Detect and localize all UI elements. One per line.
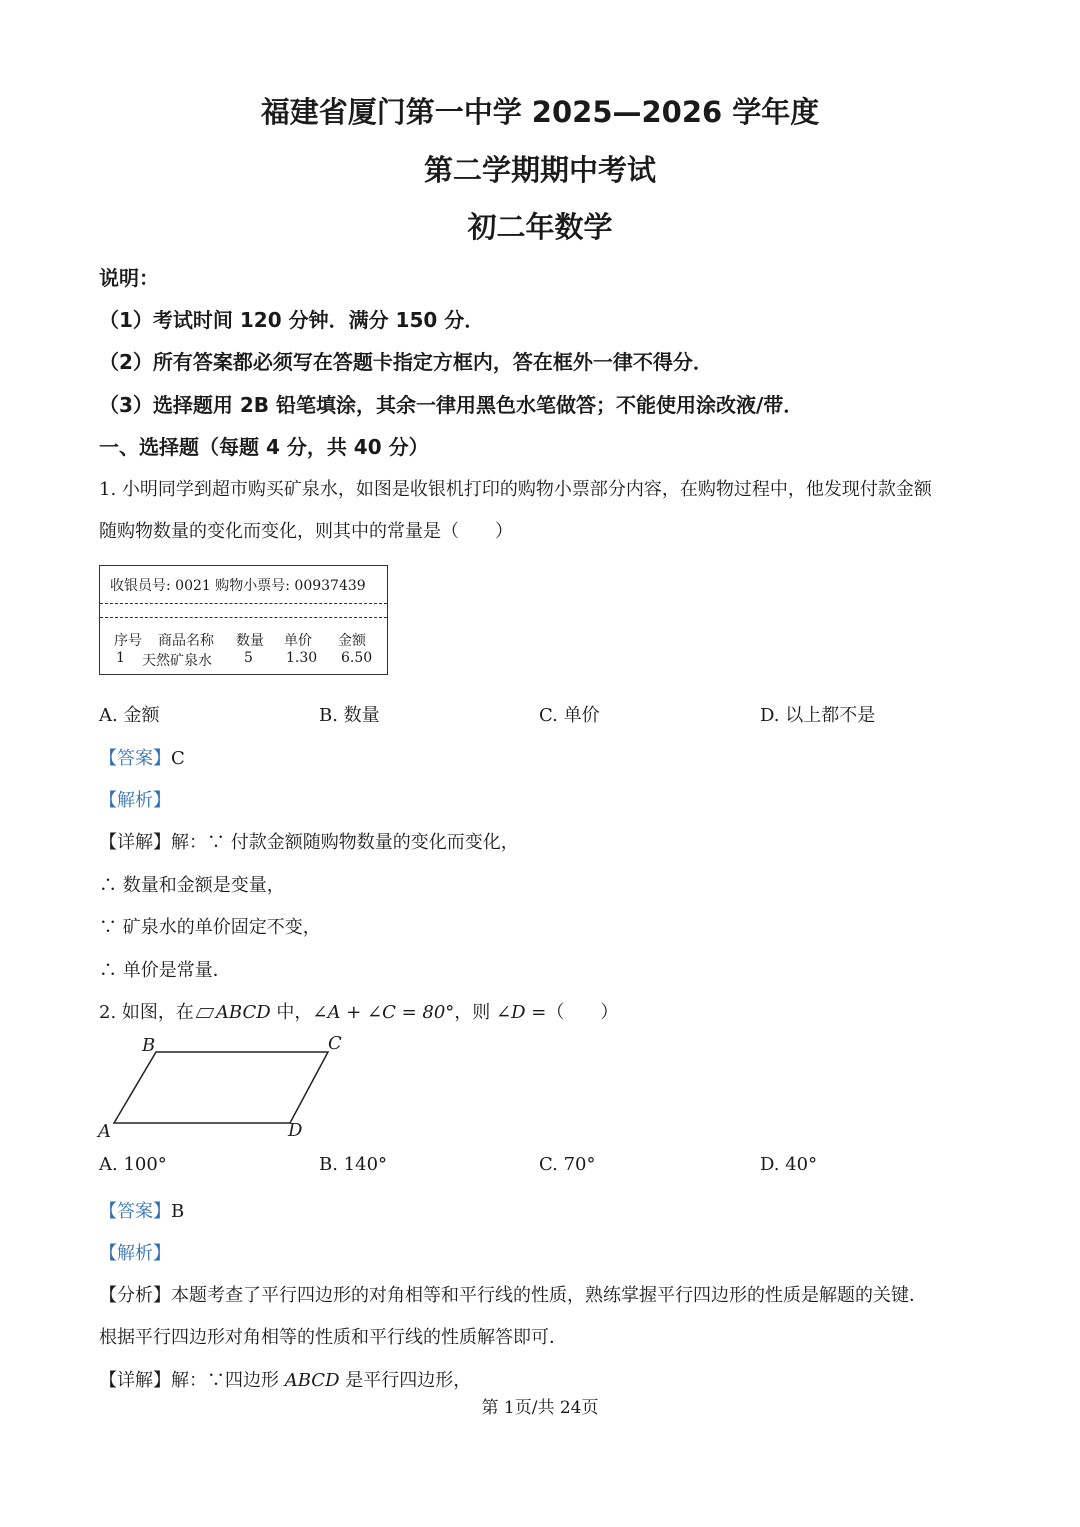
q2-answer-tag: 【答案】 bbox=[99, 1201, 171, 1222]
q2-option-a: A. 100° bbox=[99, 1154, 167, 1175]
instruction-item-3: （3）选择题用 2B 铅笔填涂，其余一律用黑色水笔做答；不能使用涂改液/带． bbox=[99, 393, 804, 417]
q1-stem-line-2: 随购物数量的变化而变化，则其中的常量是（ ） bbox=[99, 521, 513, 542]
section-heading: 一、选择题（每题 4 分，共 40 分） bbox=[99, 435, 429, 459]
receipt-cell-no: 1 bbox=[116, 650, 125, 666]
label-b: B bbox=[142, 1035, 156, 1056]
label-a: A bbox=[98, 1121, 111, 1142]
q1-detail-tag: 【详解】 bbox=[99, 832, 171, 853]
receipt-cell-qty: 5 bbox=[244, 650, 253, 666]
q1-option-c: C. 单价 bbox=[539, 705, 600, 726]
q1-analysis-tag: 【解析】 bbox=[99, 790, 171, 811]
q1-detail-line-1 bbox=[99, 828, 519, 854]
receipt-figure bbox=[99, 565, 388, 675]
q2-stem-b: ABCD bbox=[215, 1002, 271, 1023]
label-d: D bbox=[288, 1120, 303, 1141]
q2-stem-g: （ ） bbox=[546, 1002, 619, 1023]
q1-answer-value: C bbox=[171, 748, 185, 769]
receipt-col-amount: 金额 bbox=[338, 633, 366, 649]
q2-fenxi-tag: 【分析】 bbox=[99, 1285, 171, 1306]
q2-stem-a: 2. 如图，在 bbox=[99, 1002, 194, 1023]
receipt-header: 收银员号: 0021 购物小票号: 00937439 bbox=[110, 578, 366, 594]
q2-detail-tag: 【详解】 bbox=[99, 1370, 171, 1391]
q2-option-d: D. 40° bbox=[760, 1154, 818, 1175]
q1-answer bbox=[99, 744, 185, 770]
q1-stem-line-1: 1. 小明同学到超市购买矿泉水，如图是收银机打印的购物小票部分内容，在购物过程中，他发现付款金额 bbox=[99, 479, 932, 500]
q2-stem-d: ∠A + ∠C = 80° bbox=[312, 1002, 455, 1023]
receipt-divider-1 bbox=[100, 603, 387, 604]
q2-stem-f: ∠D = bbox=[496, 1002, 547, 1023]
parallelogram-shape bbox=[114, 1052, 328, 1123]
q2-stem bbox=[99, 998, 618, 1024]
q1-option-d: D. 以上都不是 bbox=[760, 705, 876, 726]
page-number: 第 1页/共 24页 bbox=[481, 1398, 599, 1418]
receipt-divider-2 bbox=[100, 617, 387, 618]
parallelogram-figure bbox=[90, 1030, 360, 1145]
q1-option-b: B. 数量 bbox=[319, 705, 380, 726]
q2-fenxi-line-2: 根据平行四边形对角相等的性质和平行线的性质解答即可． bbox=[99, 1327, 567, 1348]
receipt-col-qty: 数量 bbox=[236, 633, 264, 649]
parallelogram-symbol-icon bbox=[196, 1008, 215, 1018]
q1-detail-text-1: 解：∵ 付款金额随购物数量的变化而变化， bbox=[171, 832, 519, 853]
instruction-item-2: （2）所有答案都必须写在答题卡指定方框内，答在框外一律不得分． bbox=[99, 350, 713, 374]
q2-fenxi-text: 本题考查了平行四边形的对角相等和平行线的性质，熟练掌握平行四边形的性质是解题的关键． bbox=[171, 1285, 927, 1306]
instruction-item-1: （1）考试时间 120 分钟．满分 150 分． bbox=[99, 308, 485, 332]
q1-detail-line-4: ∴ 单价是常量． bbox=[99, 960, 231, 981]
q2-stem-e: ，则 bbox=[454, 1002, 497, 1023]
receipt-col-no: 序号 bbox=[114, 633, 142, 649]
receipt-col-name: 商品名称 bbox=[158, 633, 214, 649]
q2-answer-value: B bbox=[171, 1201, 185, 1222]
q2-detail-c: 是平行四边形， bbox=[339, 1370, 472, 1391]
title-line-1: 福建省厦门第一中学 2025—2026 学年度 bbox=[260, 95, 820, 129]
q2-option-b: B. 140° bbox=[319, 1154, 388, 1175]
q2-answer bbox=[99, 1197, 184, 1223]
receipt-col-price: 单价 bbox=[284, 633, 312, 649]
q2-detail-line-1 bbox=[99, 1366, 471, 1392]
q2-fenxi-line-1 bbox=[99, 1281, 927, 1307]
title-line-3: 初二年数学 bbox=[467, 210, 613, 244]
q2-detail-a: 解：∵四边形 bbox=[171, 1370, 285, 1391]
label-c: C bbox=[328, 1033, 342, 1054]
q1-option-a: A. 金额 bbox=[99, 705, 160, 726]
q2-analysis-tag: 【解析】 bbox=[99, 1243, 171, 1264]
q1-answer-tag: 【答案】 bbox=[99, 748, 171, 769]
title-line-2: 第二学期期中考试 bbox=[423, 153, 656, 187]
q2-stem-c: 中， bbox=[270, 1002, 313, 1023]
receipt-cell-amount: 6.50 bbox=[341, 650, 373, 666]
q2-detail-b: ABCD bbox=[284, 1370, 340, 1391]
instructions-heading: 说明： bbox=[99, 266, 159, 290]
receipt-cell-price: 1.30 bbox=[286, 650, 318, 666]
q1-detail-line-3: ∵ 矿泉水的单价固定不变， bbox=[99, 917, 321, 938]
q2-option-c: C. 70° bbox=[539, 1154, 596, 1175]
q1-detail-line-2: ∴ 数量和金额是变量， bbox=[99, 875, 285, 896]
receipt-cell-name: 天然矿泉水 bbox=[142, 653, 212, 669]
